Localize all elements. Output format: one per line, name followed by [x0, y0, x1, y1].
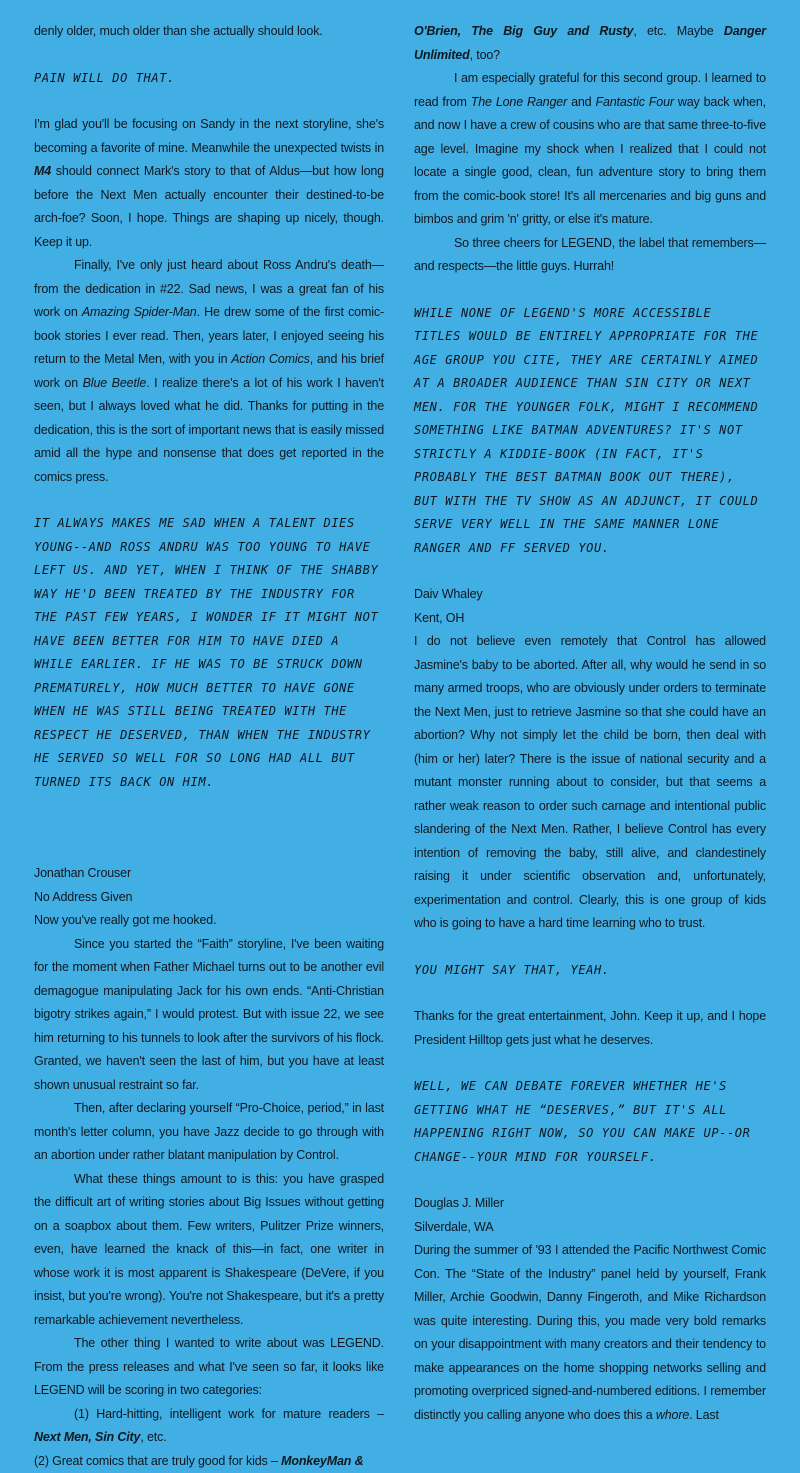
- letter-paragraph: I do not believe even remotely that Control has allowed Jasmine's baby to be aborted. After all, why would he send in so many armed troops, who are obviously under orders to terminate the Next Men, just to retrieve Jasmine so that she could have an abortion? Why not simply let the child be born, then deal with (him or her) later? There is the issue of national security and a mutant monster running about to consider, but that seems a rather weak reason to order such carnage and intentional public slandering of the Next Men. Rather, I believe Control has every intention of removing the baby, still alive, and clandestinely raising it under scientific observation and, unfortunately, experimentation and control. Clearly, this is one group of kids who is going to have a hard time learning who to trust.: [414, 630, 766, 936]
- letter-paragraph: What these things amount to is this: you have grasped the difficult art of writing stories about Big Issues without getting on a soapbox about them. Few writers, Pulitzer Prize winners, even, have learned the knack of this—in fact, one writer in whose work it is most apparent is Shakespeare (DeVere, if you insist, but you're wrong). You're not Shakespeare, but it's a pretty remarkable achievement nevertheless.: [34, 1168, 384, 1333]
- editor-reply: IT ALWAYS MAKES ME SAD WHEN A TALENT DIES YOUNG--AND ROSS ANDRU WAS TOO YOUNG TO HAVE LEFT US. AND YET, WHEN I THINK OF THE SHABBY WAY HE'D BEEN TREATED BY THE INDUSTRY FOR THE PAST FEW YEARS, I WONDER IF IT MIGHT NOT HAVE BEEN BETTER FOR HIM TO HAVE DIED A WHILE EARLIER. IF HE WAS TO BE STRUCK DOWN PREMATURELY, HOW MUCH BETTER TO HAVE GONE WHEN HE WAS STILL BEING TREATED WITH THE RESPECT HE DESERVED, THAN WHEN THE INDUSTRY HE SERVED SO WELL FOR SO LONG HAD ALL BUT TURNED ITS BACK ON HIM.: [34, 512, 384, 794]
- letter-paragraph: I am especially grateful for this second group. I learned to read from The Lone Ranger and Fantastic Four way back when, and now I have a crew of cousins who are that same three-to-five age level. Imagine my shock when I realized that I could not locate a single good, clean, fun adventure story to bring them from the comic-book store! It's all mercenaries and big guns and bimbos and grim 'n' gritty, or else it's mature.: [414, 67, 766, 232]
- letter-paragraph: So three cheers for LEGEND, the label that remembers—and respects—the little guys. Hurrah!: [414, 232, 766, 279]
- letter-author-location: Silverdale, WA: [414, 1216, 766, 1240]
- editor-reply: PAIN WILL DO THAT.: [34, 67, 384, 91]
- letter-paragraph: Then, after declaring yourself “Pro-Choice, period,” in last month's letter column, you have Jazz decide to go through with an abortion under rather blatant manipulation by Control.: [34, 1097, 384, 1168]
- letter-paragraph: The other thing I wanted to write about was LEGEND. From the press releases and what I've seen so far, it looks like LEGEND will be scoring in two categories:: [34, 1332, 384, 1403]
- list-item: (2) Great comics that are truly good for kids – MonkeyMan &: [34, 1450, 384, 1473]
- list-item-continuation: O'Brien, The Big Guy and Rusty, etc. Maybe Danger Unlimited, too?: [414, 20, 766, 67]
- letter-paragraph: Now you've really got me hooked.: [34, 909, 384, 933]
- letter-paragraph: Finally, I've only just heard about Ross Andru's death—from the dedication in #22. Sad news, I was a great fan of his work on Amazing Spider-Man. He drew some of the first comic-book stories I ever read. Then, years later, I enjoyed seeing his return to the Metal Men, with you in Action Comics, and his brief work on Blue Beetle. I realize there's a lot of his work I haven't seen, but I always loved what he did. Thanks for putting in the dedication, this is the sort of important news that is easily missed amid all the hype and nonsense that does get reported in the comics press.: [34, 254, 384, 489]
- left-column: [34, 20, 384, 1473]
- letter-paragraph: Thanks for the great entertainment, John. Keep it up, and I hope President Hilltop gets just what he deserves.: [414, 1005, 766, 1052]
- list-item: (1) Hard-hitting, intelligent work for mature readers – Next Men, Sin City, etc.: [34, 1403, 384, 1450]
- letter-author-location: Kent, OH: [414, 607, 766, 631]
- letter-author-name: Daiv Whaley: [414, 583, 766, 607]
- editor-reply: WELL, WE CAN DEBATE FOREVER WHETHER HE'S GETTING WHAT HE “DESERVES,” BUT IT'S ALL HAPPENING RIGHT NOW, SO YOU CAN MAKE UP--OR CHANGE--YOUR MIND FOR YOURSELF.: [414, 1075, 766, 1169]
- letter-continuation: denly older, much older than she actually should look.: [34, 20, 384, 44]
- letter-paragraph: I'm glad you'll be focusing on Sandy in the next storyline, she's becoming a favorite of mine. Meanwhile the unexpected twists in M4 should connect Mark's story to that of Aldus—but how long before the Next Men actually encounter their destined-to-be arch-foe? Soon, I hope. Things are shaping up nicely, though. Keep it up.: [34, 113, 384, 254]
- letter-author-location: No Address Given: [34, 886, 384, 910]
- right-column: [414, 20, 766, 1427]
- editor-reply: WHILE NONE OF LEGEND'S MORE ACCESSIBLE TITLES WOULD BE ENTIRELY APPROPRIATE FOR THE AGE GROUP YOU CITE, THEY ARE CERTAINLY AIMED AT A BROADER AUDIENCE THAN SIN CITY OR NEXT MEN. FOR THE YOUNGER FOLK, MIGHT I RECOMMEND SOMETHING LIKE BATMAN ADVENTURES? IT'S NOT STRICTLY A KIDDIE-BOOK (IN FACT, IT'S PROBABLY THE BEST BATMAN BOOK OUT THERE), BUT WITH THE TV SHOW AS AN ADJUNCT, IT COULD SERVE VERY WELL IN THE SAME MANNER LONE RANGER AND FF SERVED YOU.: [414, 302, 766, 561]
- letter-author-name: Jonathan Crouser: [34, 862, 384, 886]
- letter-author-name: Douglas J. Miller: [414, 1192, 766, 1216]
- letter-paragraph: During the summer of '93 I attended the Pacific Northwest Comic Con. The “State of the Industry” panel held by yourself, Frank Miller, Archie Goodwin, Danny Fingeroth, and Mike Richardson was quite interesting. During this, you made very bold remarks on your disappointment with many creators and their tendency to make appearances on the home shopping networks selling and promoting overpriced signed-and-numbered editions. I remember distinctly you calling anyone who does this a whore. Last: [414, 1239, 766, 1427]
- editor-reply: YOU MIGHT SAY THAT, YEAH.: [414, 959, 766, 983]
- letter-paragraph: Since you started the “Faith” storyline, I've been waiting for the moment when Father Michael turns out to be another evil demagogue manipulating Jack for his own ends. “Anti-Christian bigotry strikes again,” I would protest. But with issue 22, we see him returning to his tunnels to look after the survivors of his flock. Granted, we haven't seen the last of him, but you have at least shown unusual restraint so far.: [34, 933, 384, 1098]
